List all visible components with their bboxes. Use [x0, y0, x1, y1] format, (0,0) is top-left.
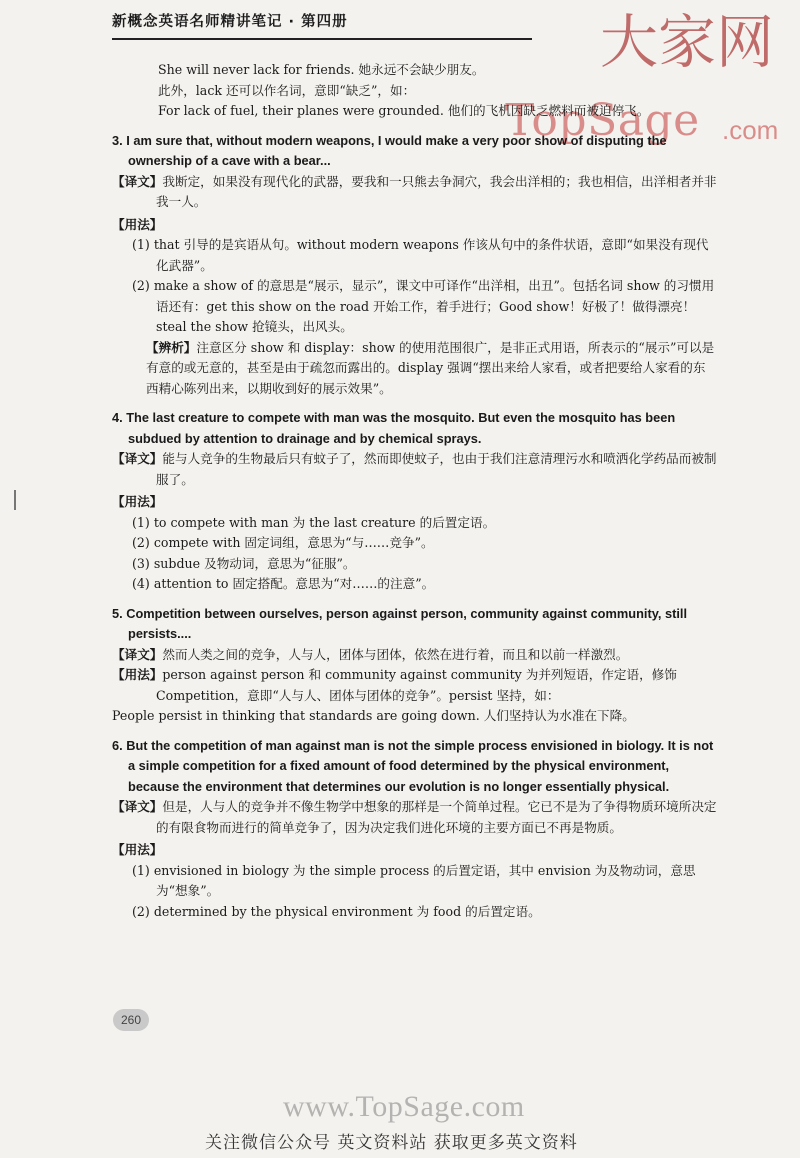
page-number: 260: [113, 1009, 149, 1031]
sentence-3: 3. I am sure that, without modern weapons, I would make a very poor show of disputing the ownership of a cave with a bear...: [112, 132, 667, 168]
footer-watermark: www.TopSage.com: [283, 1090, 525, 1123]
usage-4-item-1: (1) to compete with man 为 the last creature 的后置定语。: [132, 514, 496, 530]
intro-line-2: 此外，lack 还可以作名词，意即“缺乏”，如：: [158, 82, 416, 98]
usage-heading-6: 【用法】: [112, 842, 163, 857]
usage-4-item-4: (4) attention to 固定搭配。意思为“对……的注意”。: [132, 576, 435, 591]
translation-3: 【译文】我断定，如果没有现代化的武器，要我和一只熊去争洞穴，我会出洋相的；我也相信，出洋相者并非我一人。: [112, 173, 717, 209]
watermark-topsage: TopSage: [505, 95, 700, 146]
page-header: 新概念英语名师精讲笔记 · 第四册: [112, 10, 532, 40]
usage-5: 【用法】person against person 和 community against community 为并列短语，作定语，修饰 Competition，意即“人与人、团体与团体的竞争”。persist 坚持，如：: [112, 667, 677, 703]
usage-6-item-1: (1) envisioned in biology 为 the simple process 的后置定语，其中 envision 为及物动词，意思为“想象”。: [132, 862, 696, 898]
translation-4: 【译文】能与人竞争的生物最后只有蚊子了，然而即使蚊子，也由于我们注意清理污水和喷洒化学药品而被制服了。: [112, 451, 717, 487]
usage-3-item-1: (1) that 引导的是宾语从句。without modern weapons 作该从句中的条件状语，意即“如果没有现代化武器”。: [132, 237, 709, 273]
watermark-com: .com: [722, 115, 779, 145]
sentence-4: 4. The last creature to compete with man was the mosquito. But even the mosquito has been subdued by attention to drainage and by chemical sprays.: [112, 410, 676, 446]
footer-note: 关注微信公众号 英文资料站 获取更多英文资料: [205, 1133, 578, 1153]
analysis-3: 【辨析】注意区分 show 和 display：show 的使用范围很广，是非正式用语，所表示的“展示”可以是有意的或无意的，甚至是由于疏忽而露出的。display 强调“摆出来给人家看，或者把要给人家看的东西精心陈列出来，以期收到好的展示效果”。: [146, 339, 715, 396]
intro-line-1: She will never lack for friends. 她永远不会缺少朋友。: [158, 62, 485, 77]
example-5: People persist in thinking that standards are going down. 人们坚持认为水准在下降。: [112, 708, 635, 723]
translation-5: 【译文】然而人类之间的竞争，人与人，团体与团体，依然在进行着，而且和以前一样激烈。: [112, 646, 629, 662]
translation-6: 【译文】但是，人与人的竞争并不像生物学中想象的那样是一个简单过程。它已不是为了争得物质环境所决定的有限食物而进行的简单竞争了，因为决定我们进化环境的主要方面已不再是物质。: [112, 799, 717, 835]
intro-line-3: For lack of fuel, their planes were grounded. 他们的飞机因缺乏燃料而被迫停飞。: [158, 103, 650, 118]
usage-heading-3: 【用法】: [112, 216, 163, 232]
margin-mark: [14, 490, 16, 510]
usage-6-item-2: (2) determined by the physical environment 为 food 的后置定语。: [132, 903, 541, 919]
usage-4-item-2: (2) compete with 固定词组，意思为“与……竞争”。: [132, 535, 434, 550]
svg-text:大家网: 大家网: [600, 8, 775, 76]
usage-3-item-2: (2) make a show of 的意思是“展示，显示”，课文中可译作“出洋相，出丑”。包括名词 show 的习惯用语还有：get this show on the road 开始工作，着手进行；Good show！好极了！做得漂亮！steal the show 抢镜头，出风头。: [132, 278, 715, 334]
usage-heading-4: 【用法】: [112, 494, 163, 509]
document-body: [112, 60, 718, 922]
usage-4-item-3: (3) subdue 及物动词，意思为“征服”。: [132, 555, 356, 571]
sentence-5: 5. Competition between ourselves, person against person, community against community, still persists....: [112, 605, 688, 641]
sentence-6: 6. But the competition of man against man is not the simple process envisioned in biology. It is not a simple competition for a fixed amount of food determined by the physical environment, because the environment that determines our evolution is no longer essentially physical.: [112, 737, 714, 794]
